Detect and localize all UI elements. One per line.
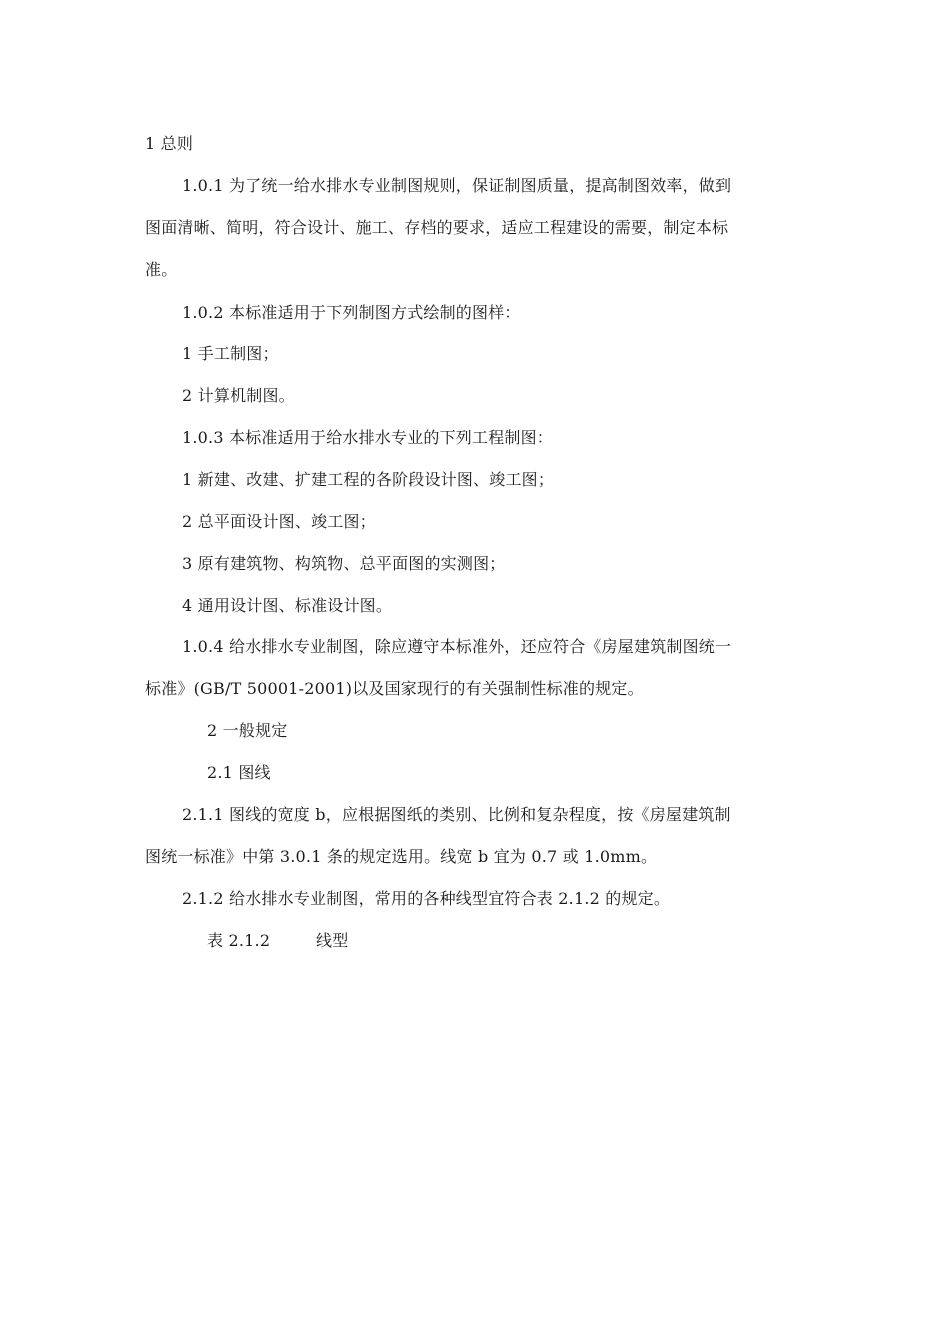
clause-1-0-2-item-2: 2 计算机制图。 xyxy=(182,386,295,405)
clause-1-0-1-line-3: 准。 xyxy=(145,260,178,279)
clause-2-1-2: 2.1.2 给水排水专业制图，常用的各种线型宜符合表 2.1.2 的规定。 xyxy=(182,889,671,908)
table-caption-number: 表 2.1.2 xyxy=(207,931,271,950)
section-2-1-heading: 2.1 图线 xyxy=(207,763,271,782)
clause-1-0-3-item-2: 2 总平面设计图、竣工图； xyxy=(182,512,376,531)
section-1-heading: 1 总则 xyxy=(145,134,194,153)
clause-1-0-1-line-2: 图面清晰、简明，符合设计、施工、存档的要求，适应工程建设的需要，制定本标 xyxy=(145,218,729,237)
section-2-heading: 2 一般规定 xyxy=(207,721,288,740)
clause-1-0-1-line-1 xyxy=(182,176,804,196)
clause-2-1-1-line-1: 2.1.1 图线的宽度 b，应根据图纸的类别、比例和复杂程度，按《房屋建筑制 xyxy=(182,805,731,824)
clause-1-0-3: 1.0.3 本标准适用于给水排水专业的下列工程制图： xyxy=(182,428,553,447)
clause-1-0-2: 1.0.2 本标准适用于下列制图方式绘制的图样： xyxy=(182,303,521,322)
table-caption-title: 线型 xyxy=(316,931,349,950)
clause-1-0-2-item-1: 1 手工制图； xyxy=(182,344,279,363)
clause-1-0-4-line-1: 1.0.4 给水排水专业制图，除应遵守本标准外，还应符合《房屋建筑制图统一 xyxy=(182,637,732,656)
clause-1-0-3-item-3: 3 原有建筑物、构筑物、总平面图的实测图； xyxy=(182,554,506,573)
clause-1-0-1-text-1: 1.0.1 为了统一给水排水专业制图规则，保证制图质量，提高制图效率，做到 xyxy=(182,176,732,195)
clause-2-1-1-line-2: 图统一标准》中第 3.0.1 条的规定选用。线宽 b 宜为 0.7 或 1.0mm。 xyxy=(145,847,658,866)
clause-1-0-4-line-2: 标准》(GB/T 50001-2001)以及国家现行的有关强制性标准的规定。 xyxy=(145,679,644,698)
clause-1-0-3-item-4: 4 通用设计图、标准设计图。 xyxy=(182,596,393,615)
clause-1-0-3-item-1: 1 新建、改建、扩建工程的各阶段设计图、竣工图； xyxy=(182,470,555,489)
